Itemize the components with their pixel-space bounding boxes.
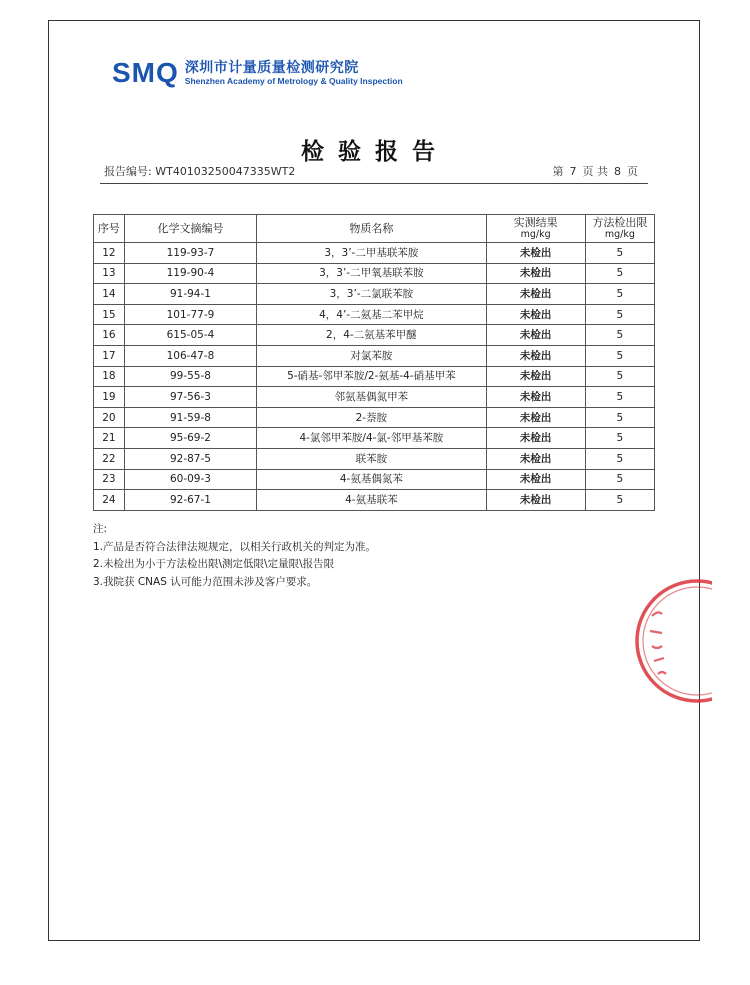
header-limit bbox=[585, 215, 654, 243]
cell-index: 19 bbox=[94, 387, 125, 408]
report-page bbox=[48, 20, 700, 941]
cell-index: 24 bbox=[94, 490, 125, 511]
header-divider bbox=[100, 183, 648, 184]
cell-index: 23 bbox=[94, 469, 125, 490]
cell-substance-name: 4-氨基偶氮苯 bbox=[257, 469, 486, 490]
cell-index: 21 bbox=[94, 428, 125, 449]
page-prefix: 第 bbox=[552, 165, 564, 178]
institute-name-en: Shenzhen Academy of Metrology & Quality Inspection bbox=[184, 76, 403, 86]
cell-detection-limit: 5 bbox=[585, 345, 654, 366]
notes-section bbox=[93, 521, 376, 591]
cell-substance-name: 2，4-二氨基苯甲醚 bbox=[257, 325, 486, 346]
cell-result: 未检出 bbox=[486, 284, 585, 305]
cell-index: 14 bbox=[94, 284, 125, 305]
cell-result: 未检出 bbox=[486, 304, 585, 325]
institute-logo bbox=[112, 53, 403, 93]
cell-detection-limit: 5 bbox=[585, 366, 654, 387]
cell-substance-name: 联苯胺 bbox=[257, 448, 486, 469]
page-total: 8 bbox=[614, 165, 621, 178]
cell-detection-limit: 5 bbox=[585, 304, 654, 325]
cell-result: 未检出 bbox=[486, 428, 585, 449]
cell-substance-name: 4-氨基联苯 bbox=[257, 490, 486, 511]
cell-detection-limit: 5 bbox=[585, 490, 654, 511]
cell-detection-limit: 5 bbox=[585, 263, 654, 284]
cell-detection-limit: 5 bbox=[585, 469, 654, 490]
cell-substance-name: 2-萘胺 bbox=[257, 407, 486, 428]
cell-substance-name: 5-硝基-邻甲苯胺/2-氨基-4-硝基甲苯 bbox=[257, 366, 486, 387]
cell-cas-number: 60-09-3 bbox=[124, 469, 256, 490]
table-row bbox=[94, 263, 655, 284]
cell-substance-name: 4-氯邻甲苯胺/4-氯-邻甲基苯胺 bbox=[257, 428, 486, 449]
cell-cas-number: 92-87-5 bbox=[124, 448, 256, 469]
report-title: 检验报告 bbox=[301, 139, 449, 165]
page-current: 7 bbox=[569, 165, 577, 178]
page-suffix: 页 bbox=[627, 165, 638, 178]
cell-result: 未检出 bbox=[486, 469, 585, 490]
table-row bbox=[94, 469, 655, 490]
cell-index: 22 bbox=[94, 448, 125, 469]
cell-result: 未检出 bbox=[486, 325, 585, 346]
cell-cas-number: 615-05-4 bbox=[124, 325, 256, 346]
cell-result: 未检出 bbox=[486, 407, 585, 428]
cell-index: 20 bbox=[94, 407, 125, 428]
cell-substance-name: 3，3’-二甲氧基联苯胺 bbox=[257, 263, 486, 284]
cell-index: 13 bbox=[94, 263, 125, 284]
cell-index: 15 bbox=[94, 304, 125, 325]
results-table bbox=[93, 214, 655, 511]
cell-substance-name: 邻氨基偶氮甲苯 bbox=[257, 387, 486, 408]
page-mid: 页 共 bbox=[582, 165, 608, 178]
cell-detection-limit: 5 bbox=[585, 325, 654, 346]
cell-index: 16 bbox=[94, 325, 125, 346]
cell-result: 未检出 bbox=[486, 263, 585, 284]
cell-substance-name: 3，3’-二氯联苯胺 bbox=[257, 284, 486, 305]
table-body bbox=[94, 243, 655, 511]
table-row bbox=[94, 304, 655, 325]
table-row bbox=[94, 387, 655, 408]
table-header-row bbox=[94, 215, 655, 243]
header-result-label: 实测结果 bbox=[513, 215, 558, 229]
table-row bbox=[94, 325, 655, 346]
cell-cas-number: 106-47-8 bbox=[124, 345, 256, 366]
cell-result: 未检出 bbox=[486, 448, 585, 469]
page-indicator bbox=[550, 163, 642, 181]
header-name: 物质名称 bbox=[257, 215, 486, 243]
notes-label: 注: bbox=[93, 523, 108, 535]
header-cas: 化学文摘编号 bbox=[124, 215, 256, 243]
logo-text bbox=[185, 60, 403, 86]
cell-index: 18 bbox=[94, 366, 125, 387]
smq-logo-mark bbox=[112, 59, 179, 87]
cell-cas-number: 101-77-9 bbox=[124, 304, 256, 325]
table-row bbox=[94, 407, 655, 428]
cell-result: 未检出 bbox=[486, 366, 585, 387]
header-result-unit: mg/kg bbox=[520, 228, 551, 240]
cell-cas-number: 119-93-7 bbox=[124, 243, 256, 264]
header-limit-unit: mg/kg bbox=[604, 228, 635, 240]
note-item-1: 1.产品是否符合法律法规规定，以相关行政机关的判定为准。 bbox=[93, 540, 377, 553]
seal-icon bbox=[622, 576, 712, 706]
cell-cas-number: 95-69-2 bbox=[124, 428, 256, 449]
table-row bbox=[94, 366, 655, 387]
report-meta bbox=[104, 163, 641, 181]
cell-cas-number: 91-94-1 bbox=[124, 284, 256, 305]
table-row bbox=[94, 243, 655, 264]
cell-substance-name: 对氯苯胺 bbox=[257, 345, 486, 366]
institute-name-cn: 深圳市计量质量检测研究院 bbox=[184, 60, 359, 76]
cell-substance-name: 3，3’-二甲基联苯胺 bbox=[257, 243, 486, 264]
report-number-label: 报告编号: bbox=[104, 165, 152, 178]
note-item-3: 3.我院获 CNAS 认可能力范围未涉及客户要求。 bbox=[93, 575, 318, 588]
cell-detection-limit: 5 bbox=[585, 284, 654, 305]
cell-result: 未检出 bbox=[486, 345, 585, 366]
note-item-2: 2.未检出为小于方法检出限\测定低限\定量限\报告限 bbox=[93, 558, 335, 570]
table-row bbox=[94, 448, 655, 469]
cell-index: 17 bbox=[94, 345, 125, 366]
header-limit-label: 方法检出限 bbox=[592, 215, 648, 229]
cell-detection-limit: 5 bbox=[585, 407, 654, 428]
cell-cas-number: 119-90-4 bbox=[124, 263, 256, 284]
cell-substance-name: 4，4’-二氨基二苯甲烷 bbox=[257, 304, 486, 325]
cell-detection-limit: 5 bbox=[585, 448, 654, 469]
logo-mark-sm: SM bbox=[112, 57, 156, 88]
cell-detection-limit: 5 bbox=[585, 387, 654, 408]
table-row bbox=[94, 284, 655, 305]
report-number bbox=[104, 163, 295, 181]
header-result bbox=[486, 215, 585, 243]
cell-index: 12 bbox=[94, 243, 125, 264]
cell-cas-number: 97-56-3 bbox=[124, 387, 256, 408]
header-index: 序号 bbox=[94, 215, 125, 243]
cell-result: 未检出 bbox=[486, 490, 585, 511]
table-row bbox=[94, 490, 655, 511]
official-seal-stamp bbox=[622, 576, 712, 706]
table-row bbox=[94, 345, 655, 366]
report-number-value: WT40103250047335WT2 bbox=[155, 165, 296, 178]
cell-cas-number: 91-59-8 bbox=[124, 407, 256, 428]
cell-detection-limit: 5 bbox=[585, 243, 654, 264]
cell-result: 未检出 bbox=[486, 387, 585, 408]
logo-mark-q: Q bbox=[156, 57, 179, 88]
cell-detection-limit: 5 bbox=[585, 428, 654, 449]
cell-result: 未检出 bbox=[486, 243, 585, 264]
cell-cas-number: 92-67-1 bbox=[124, 490, 256, 511]
cell-cas-number: 99-55-8 bbox=[124, 366, 256, 387]
table-row bbox=[94, 428, 655, 449]
